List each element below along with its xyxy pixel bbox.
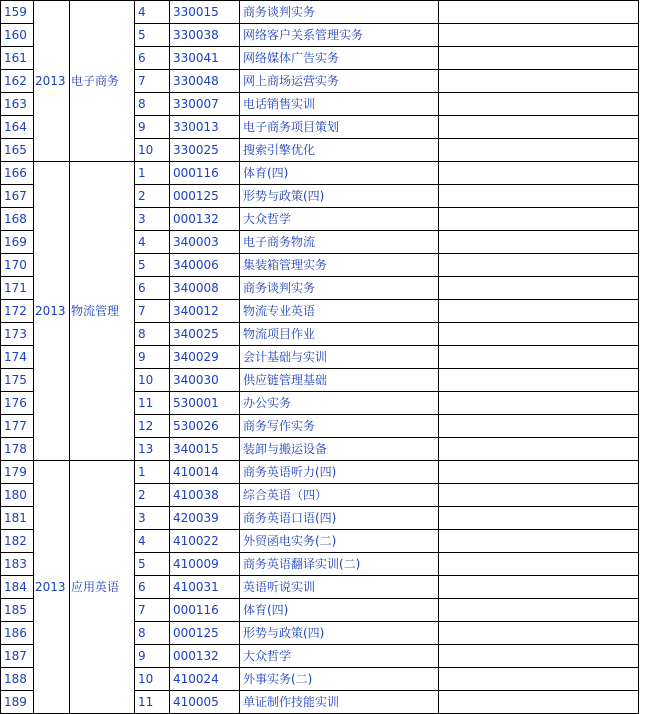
course-name-cell: 综合英语（四） xyxy=(240,484,439,507)
course-name-cell: 商务谈判实务 xyxy=(240,277,439,300)
remarks-cell xyxy=(439,461,639,484)
row-number-cell: 184 xyxy=(1,576,34,599)
remarks-cell xyxy=(439,484,639,507)
course-code-cell: 340029 xyxy=(170,346,240,369)
sequence-cell: 13 xyxy=(135,438,170,461)
row-number-cell: 176 xyxy=(1,392,34,415)
course-name-cell: 体育(四) xyxy=(240,162,439,185)
remarks-cell xyxy=(439,415,639,438)
remarks-cell xyxy=(439,24,639,47)
sequence-cell: 5 xyxy=(135,553,170,576)
course-name-cell: 商务英语口语(四) xyxy=(240,507,439,530)
remarks-cell xyxy=(439,47,639,70)
course-name-cell: 体育(四) xyxy=(240,599,439,622)
course-code-cell: 340025 xyxy=(170,323,240,346)
course-code-cell: 530001 xyxy=(170,392,240,415)
row-number-cell: 167 xyxy=(1,185,34,208)
sequence-cell: 6 xyxy=(135,576,170,599)
row-number-cell: 179 xyxy=(1,461,34,484)
sequence-cell: 8 xyxy=(135,622,170,645)
course-name-cell: 网上商场运营实务 xyxy=(240,70,439,93)
course-code-cell: 340006 xyxy=(170,254,240,277)
course-name-cell: 电话销售实训 xyxy=(240,93,439,116)
course-name-cell: 商务谈判实务 xyxy=(240,1,439,24)
course-code-cell: 330038 xyxy=(170,24,240,47)
remarks-cell xyxy=(439,645,639,668)
year-cell: 2013 xyxy=(34,461,70,714)
row-number-cell: 189 xyxy=(1,691,34,714)
row-number-cell: 160 xyxy=(1,24,34,47)
table-row xyxy=(1,461,639,484)
row-number-cell: 173 xyxy=(1,323,34,346)
sequence-cell: 1 xyxy=(135,162,170,185)
remarks-cell xyxy=(439,208,639,231)
remarks-cell xyxy=(439,93,639,116)
course-name-cell: 大众哲学 xyxy=(240,208,439,231)
course-code-cell: 340015 xyxy=(170,438,240,461)
sequence-cell: 10 xyxy=(135,139,170,162)
row-number-cell: 161 xyxy=(1,47,34,70)
sequence-cell: 3 xyxy=(135,507,170,530)
row-number-cell: 170 xyxy=(1,254,34,277)
sequence-cell: 4 xyxy=(135,231,170,254)
major-cell: 电子商务 xyxy=(70,1,135,162)
major-cell: 应用英语 xyxy=(70,461,135,714)
year-cell: 2013 xyxy=(34,162,70,461)
row-number-cell: 182 xyxy=(1,530,34,553)
sequence-cell: 7 xyxy=(135,300,170,323)
course-name-cell: 电子商务项目策划 xyxy=(240,116,439,139)
row-number-cell: 171 xyxy=(1,277,34,300)
row-number-cell: 164 xyxy=(1,116,34,139)
sequence-cell: 7 xyxy=(135,70,170,93)
row-number-cell: 185 xyxy=(1,599,34,622)
course-name-cell: 英语听说实训 xyxy=(240,576,439,599)
course-name-cell: 商务英语听力(四) xyxy=(240,461,439,484)
remarks-cell xyxy=(439,231,639,254)
remarks-cell xyxy=(439,530,639,553)
course-name-cell: 物流专业英语 xyxy=(240,300,439,323)
remarks-cell xyxy=(439,162,639,185)
remarks-cell xyxy=(439,668,639,691)
remarks-cell xyxy=(439,346,639,369)
sequence-cell: 5 xyxy=(135,24,170,47)
course-code-cell: 330025 xyxy=(170,139,240,162)
course-name-cell: 搜索引擎优化 xyxy=(240,139,439,162)
row-number-cell: 166 xyxy=(1,162,34,185)
remarks-cell xyxy=(439,300,639,323)
remarks-cell xyxy=(439,576,639,599)
sequence-cell: 6 xyxy=(135,47,170,70)
row-number-cell: 180 xyxy=(1,484,34,507)
course-code-cell: 000116 xyxy=(170,599,240,622)
row-number-cell: 162 xyxy=(1,70,34,93)
table-row xyxy=(1,1,639,24)
row-number-cell: 177 xyxy=(1,415,34,438)
course-code-cell: 000132 xyxy=(170,645,240,668)
course-code-cell: 340030 xyxy=(170,369,240,392)
sequence-cell: 11 xyxy=(135,691,170,714)
row-number-cell: 187 xyxy=(1,645,34,668)
course-name-cell: 供应链管理基础 xyxy=(240,369,439,392)
remarks-cell xyxy=(439,70,639,93)
course-code-cell: 340008 xyxy=(170,277,240,300)
course-code-cell: 000125 xyxy=(170,185,240,208)
sequence-cell: 1 xyxy=(135,461,170,484)
course-code-cell: 340012 xyxy=(170,300,240,323)
row-number-cell: 178 xyxy=(1,438,34,461)
remarks-cell xyxy=(439,369,639,392)
sequence-cell: 7 xyxy=(135,599,170,622)
remarks-cell xyxy=(439,254,639,277)
sequence-cell: 9 xyxy=(135,116,170,139)
course-code-cell: 330007 xyxy=(170,93,240,116)
row-number-cell: 181 xyxy=(1,507,34,530)
course-name-cell: 大众哲学 xyxy=(240,645,439,668)
sequence-cell: 8 xyxy=(135,323,170,346)
row-number-cell: 175 xyxy=(1,369,34,392)
course-name-cell: 形势与政策(四) xyxy=(240,185,439,208)
remarks-cell xyxy=(439,691,639,714)
row-number-cell: 172 xyxy=(1,300,34,323)
course-code-cell: 410009 xyxy=(170,553,240,576)
remarks-cell xyxy=(439,438,639,461)
course-code-cell: 530026 xyxy=(170,415,240,438)
sequence-cell: 11 xyxy=(135,392,170,415)
remarks-cell xyxy=(439,622,639,645)
sequence-cell: 5 xyxy=(135,254,170,277)
sequence-cell: 4 xyxy=(135,530,170,553)
course-code-cell: 420039 xyxy=(170,507,240,530)
course-code-cell: 410022 xyxy=(170,530,240,553)
course-code-cell: 340003 xyxy=(170,231,240,254)
remarks-cell xyxy=(439,507,639,530)
course-name-cell: 外贸函电实务(二) xyxy=(240,530,439,553)
row-number-cell: 183 xyxy=(1,553,34,576)
sequence-cell: 9 xyxy=(135,346,170,369)
course-code-cell: 410024 xyxy=(170,668,240,691)
course-code-cell: 330041 xyxy=(170,47,240,70)
sequence-cell: 2 xyxy=(135,484,170,507)
sequence-cell: 10 xyxy=(135,369,170,392)
course-code-cell: 330015 xyxy=(170,1,240,24)
sequence-cell: 2 xyxy=(135,185,170,208)
remarks-cell xyxy=(439,553,639,576)
sequence-cell: 6 xyxy=(135,277,170,300)
course-code-cell: 410005 xyxy=(170,691,240,714)
remarks-cell xyxy=(439,185,639,208)
row-number-cell: 174 xyxy=(1,346,34,369)
row-number-cell: 169 xyxy=(1,231,34,254)
row-number-cell: 163 xyxy=(1,93,34,116)
course-code-cell: 330013 xyxy=(170,116,240,139)
sequence-cell: 3 xyxy=(135,208,170,231)
course-code-cell: 330048 xyxy=(170,70,240,93)
remarks-cell xyxy=(439,116,639,139)
table-row xyxy=(1,162,639,185)
row-number-cell: 168 xyxy=(1,208,34,231)
remarks-cell xyxy=(439,599,639,622)
remarks-cell xyxy=(439,277,639,300)
sequence-cell: 12 xyxy=(135,415,170,438)
sequence-cell: 4 xyxy=(135,1,170,24)
remarks-cell xyxy=(439,1,639,24)
row-number-cell: 188 xyxy=(1,668,34,691)
course-name-cell: 网络客户关系管理实务 xyxy=(240,24,439,47)
course-code-cell: 000125 xyxy=(170,622,240,645)
course-code-cell: 410031 xyxy=(170,576,240,599)
sequence-cell: 9 xyxy=(135,645,170,668)
course-name-cell: 办公实务 xyxy=(240,392,439,415)
course-name-cell: 形势与政策(四) xyxy=(240,622,439,645)
row-number-cell: 186 xyxy=(1,622,34,645)
course-code-cell: 000116 xyxy=(170,162,240,185)
course-name-cell: 商务写作实务 xyxy=(240,415,439,438)
course-name-cell: 电子商务物流 xyxy=(240,231,439,254)
sequence-cell: 10 xyxy=(135,668,170,691)
table-body xyxy=(1,1,639,714)
sequence-cell: 8 xyxy=(135,93,170,116)
course-code-cell: 000132 xyxy=(170,208,240,231)
course-name-cell: 网络媒体广告实务 xyxy=(240,47,439,70)
remarks-cell xyxy=(439,392,639,415)
remarks-cell xyxy=(439,139,639,162)
course-code-cell: 410014 xyxy=(170,461,240,484)
major-cell: 物流管理 xyxy=(70,162,135,461)
course-name-cell: 商务英语翻译实训(二) xyxy=(240,553,439,576)
course-name-cell: 外事实务(二) xyxy=(240,668,439,691)
course-name-cell: 物流项目作业 xyxy=(240,323,439,346)
course-name-cell: 集装箱管理实务 xyxy=(240,254,439,277)
course-name-cell: 装卸与搬运设备 xyxy=(240,438,439,461)
row-number-cell: 159 xyxy=(1,1,34,24)
row-number-cell: 165 xyxy=(1,139,34,162)
course-code-cell: 410038 xyxy=(170,484,240,507)
year-cell: 2013 xyxy=(34,1,70,162)
remarks-cell xyxy=(439,323,639,346)
course-name-cell: 会计基础与实训 xyxy=(240,346,439,369)
course-name-cell: 单证制作技能实训 xyxy=(240,691,439,714)
